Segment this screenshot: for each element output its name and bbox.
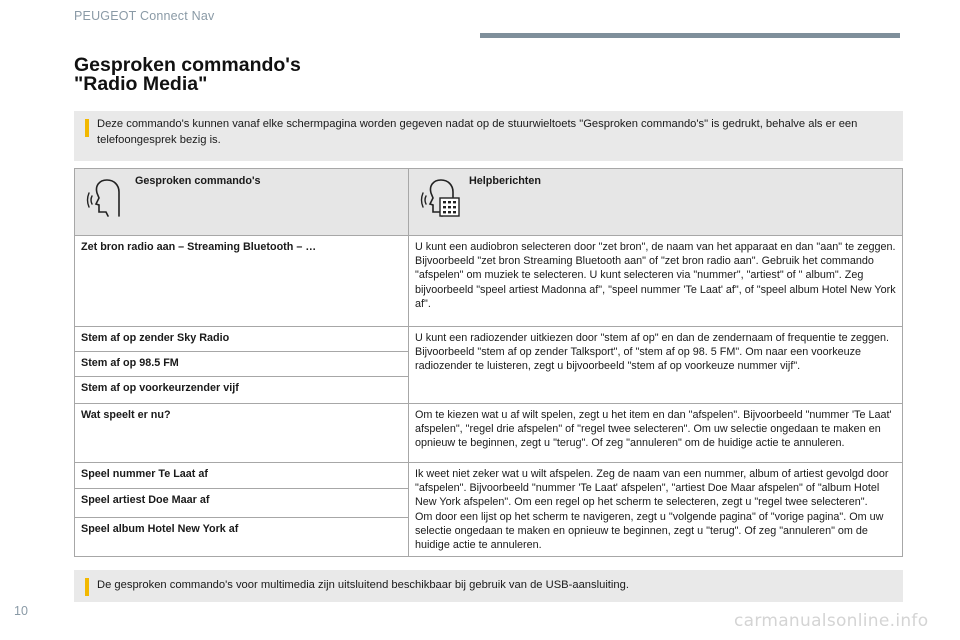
table-row bbox=[75, 404, 903, 463]
commands-table bbox=[74, 168, 903, 557]
help-cell: U kunt een radiozender uitkiezen door "stem af op" en dan de zendernaam of frequentie te zeggen. Bijvoorbeeld "stem af op zender Talksport", of "stem af op 98. 5 FM". Om naar een voorkeuze radiozender te luisteren, zegt u bijvoorbeeld "stem af op voorkeuze nummer vijf". bbox=[409, 327, 903, 404]
page-title bbox=[74, 56, 301, 94]
col-header-commands-label: Gesproken commando's bbox=[135, 175, 261, 187]
command-cell: Stem af op voorkeurzender vijf bbox=[75, 377, 409, 404]
command-cell: Speel artiest Doe Maar af bbox=[75, 489, 409, 518]
table-row bbox=[75, 463, 903, 489]
note-marker bbox=[85, 578, 89, 596]
help-cell: Ik weet niet zeker wat u wilt afspelen. Zeg de naam van een nummer, album of artiest gevolgd door "afspelen". Bijvoorbeeld "nummer 'Te Laat' afspelen", "artiest Doe Maar afspelen" of "album Hotel New York afspelen". Om een regel op het scherm te selecteren, zegt u "regel twee selecteren". Om door een lijst op het scherm te navigeren, zegt u "volgende pagina" of "vorige pagina". Om uw selectie ongedaan te maken en opnieuw te beginnen, zegt u "terug". Of zeg "annuleren" om de huidige actie te annuleren. bbox=[409, 463, 903, 557]
brand-header: PEUGEOT Connect Nav bbox=[74, 9, 215, 23]
page-number: 10 bbox=[14, 604, 28, 618]
table-row bbox=[75, 236, 903, 327]
command-cell: Stem af op zender Sky Radio bbox=[75, 327, 409, 352]
intro-note bbox=[74, 111, 903, 161]
speaking-head-keypad-icon bbox=[420, 177, 460, 217]
command-cell: Speel album Hotel New York af bbox=[75, 518, 409, 557]
table-row bbox=[75, 327, 903, 352]
page-title-line2: "Radio Media" bbox=[74, 73, 208, 95]
table-header-row bbox=[75, 169, 903, 236]
note-marker bbox=[85, 119, 89, 137]
intro-note-text: Deze commando's kunnen vanaf elke schermpagina worden gegeven nadat op de stuurwieltoets "Gesproken commando's" is gedrukt, behalve als er een telefoongesprek bezig is. bbox=[97, 118, 858, 146]
footer-note bbox=[74, 570, 903, 602]
help-cell: U kunt een audiobron selecteren door "zet bron", de naam van het apparaat en dan "aan" te zeggen. Bijvoorbeeld "zet bron Streaming Bluetooth aan" of "zet bron radio aan". Gebruik het commando "afspelen" om muziek te selecteren. U kunt selecteren via "nummer", "artiest" of " album". Zeg bijvoorbeeld "speel artiest Madonna af", "speel nummer 'Te Laat' af", of "speel album Hotel New York af". bbox=[409, 236, 903, 327]
help-cell: Om te kiezen wat u af wilt spelen, zegt u het item en dan "afspelen". Bijvoorbeeld "nummer 'Te Laat' afspelen", "regel drie afspelen" of "regel twee selecteren". Om uw selectie ongedaan te maken en opnieuw te beginnen, zegt u "terug". Of zeg "annuleren" om de huidige actie te annuleren. bbox=[409, 404, 903, 463]
header-rule bbox=[480, 33, 900, 38]
command-cell: Stem af op 98.5 FM bbox=[75, 352, 409, 377]
col-header-commands bbox=[75, 169, 409, 236]
col-header-help bbox=[409, 169, 903, 236]
command-cell: Speel nummer Te Laat af bbox=[75, 463, 409, 489]
command-cell: Zet bron radio aan – Streaming Bluetooth – … bbox=[75, 236, 409, 327]
col-header-help-label: Helpberichten bbox=[469, 175, 541, 187]
footer-note-text: De gesproken commando's voor multimedia zijn uitsluitend beschikbaar bij gebruik van de USB-aansluiting. bbox=[97, 579, 629, 591]
page-title-line1: Gesproken commando's bbox=[74, 54, 301, 76]
command-cell: Wat speelt er nu? bbox=[75, 404, 409, 463]
speaking-head-icon bbox=[86, 177, 126, 217]
watermark: carmanualsonline.info bbox=[734, 611, 929, 631]
